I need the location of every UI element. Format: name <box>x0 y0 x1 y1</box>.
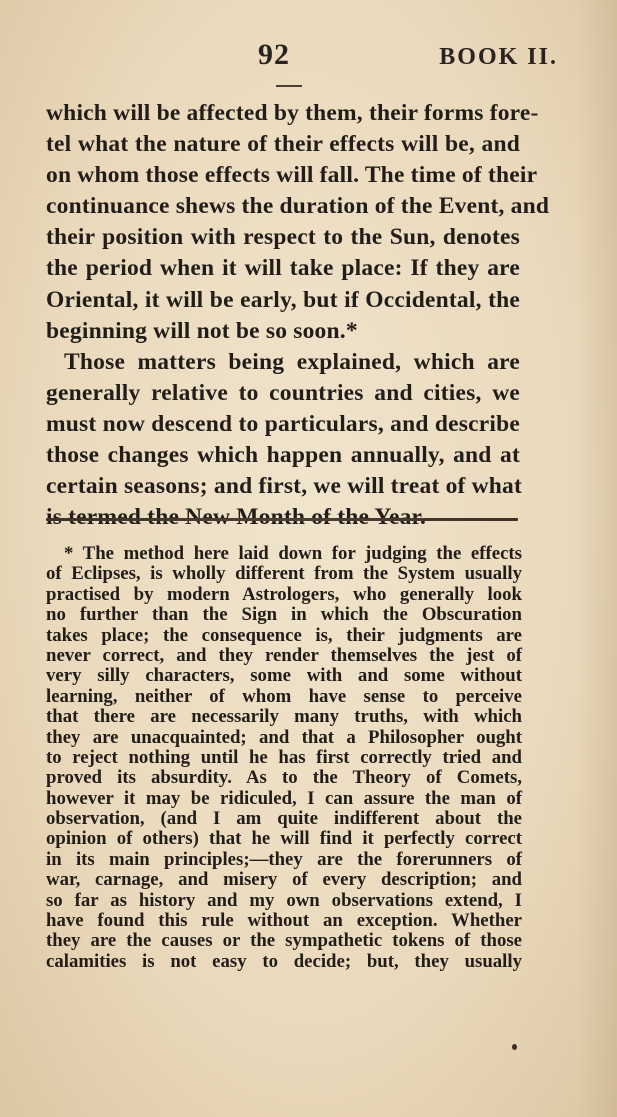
footnote-line: learning, neither of whom have sense to perceive <box>46 685 522 707</box>
main-text <box>46 98 550 533</box>
footnote-line: to reject nothing until he has first correctly tried and <box>46 746 522 768</box>
footnote-line: war, carnage, and misery of every description; and <box>46 869 522 891</box>
text-line: certain seasons; and first, we will treat of what <box>46 473 523 500</box>
footnote-line: takes place; the consequence is, their judgments are <box>46 624 522 646</box>
footnote-line: however it may be ridiculed, I can assure the man of <box>46 787 522 809</box>
page-edge-shadow <box>577 0 617 1117</box>
text-line: must now descend to particulars, and describe <box>46 410 520 437</box>
footnote-line: have found this rule without an exception. Whether <box>46 910 522 932</box>
text-line: beginning will not be so soon.* <box>46 317 358 344</box>
footnote-line: observation, (and I am quite indifferent about the <box>46 808 522 830</box>
footnote-rule <box>46 518 518 521</box>
page-header <box>40 38 580 78</box>
text-line: tel what the nature of their effects will be, and <box>46 131 520 158</box>
footnote-line: never correct, and they render themselves the jest of <box>46 644 522 666</box>
text-line: the period when it will take place: If they are <box>46 255 520 282</box>
footnote-line: in its main principles;—they are the forerunners of <box>46 848 522 870</box>
footnote-line: very silly characters, some with and some without <box>46 665 522 687</box>
text-line: their position with respect to the Sun, denotes <box>46 224 520 251</box>
footnote-line: * The method here laid down for judging the effects <box>64 543 522 564</box>
text-line: those changes which happen annually, and at <box>46 442 520 469</box>
ink-speck <box>512 1044 517 1050</box>
running-head: BOOK II. <box>439 44 558 70</box>
text-line: generally relative to countries and cities, we <box>46 379 520 406</box>
footnote-line: they are the causes or the sympathetic tokens of those <box>46 930 522 952</box>
footnote-line: proved its absurdity. As to the Theory of Comets, <box>46 767 522 789</box>
text-line: continuance shews the duration of the Event, and <box>46 193 550 220</box>
footnote <box>46 544 522 972</box>
footnote-line: opinion of others) that he will find it perfectly correct <box>46 828 522 850</box>
text-line: on whom those effects will fall. The time of their <box>46 162 538 189</box>
footnote-line: calamities is not easy to decide; but, they usually <box>46 950 522 972</box>
footnote-line: that there are necessarily many truths, with which <box>46 706 522 728</box>
footnote-line: of Eclipses, is wholly different from the System usually <box>46 563 522 585</box>
text-line: Those matters being explained, which are <box>64 348 520 375</box>
footnote-line: practised by modern Astrologers, who generally look <box>46 583 522 605</box>
text-line: Oriental, it will be early, but if Occidental, the <box>46 286 520 313</box>
text-line: which will be affected by them, their forms fore- <box>46 100 539 126</box>
page-number: 92 <box>258 38 290 71</box>
header-rule <box>276 85 302 87</box>
footnote-line: they are unacquainted; and that a Philosopher ought <box>46 726 522 748</box>
footnote-line: so far as history and my own observations extend, I <box>46 889 522 911</box>
footnote-line: no further than the Sign in which the Obscuration <box>46 604 522 626</box>
